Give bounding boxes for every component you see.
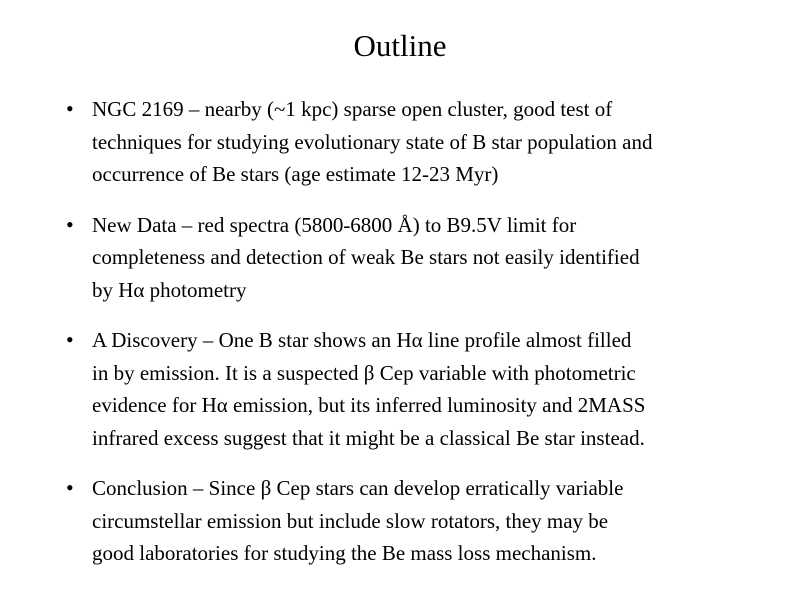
bullet-line: A Discovery – One B star shows an Hα line profile almost filled	[92, 328, 632, 352]
bullet-line: Conclusion – Since β Cep stars can develop erratically variable	[92, 476, 624, 500]
bullet-line: by Hα photometry	[92, 277, 247, 302]
bullet-item-new-data	[0, 209, 800, 307]
bullet-dot-icon: •	[66, 96, 74, 121]
bullet-line: infrared excess suggest that it might be a classical Be star instead.	[92, 425, 645, 450]
bullet-line: techniques for studying evolutionary state of B star population and	[92, 129, 653, 154]
slide-title: Outline	[353, 28, 447, 63]
bullet-dot-icon: •	[66, 211, 74, 237]
bullet-item-ngc2169	[0, 93, 800, 191]
bullet-item-conclusion	[0, 472, 800, 570]
bullet-line: good laboratories for studying the Be mass loss mechanism.	[92, 541, 597, 565]
bullet-list	[0, 93, 800, 588]
bullet-line: completeness and detection of weak Be stars not easily identified	[92, 245, 640, 269]
bullet-line: in by emission. It is a suspected β Cep variable with photometric	[92, 360, 636, 385]
bullet-dot-icon: •	[66, 327, 74, 352]
bullet-item-discovery	[0, 324, 800, 454]
bullet-line: circumstellar emission but include slow rotators, they may be	[92, 508, 609, 533]
bullet-line: evidence for Hα emission, but its inferred luminosity and 2MASS	[92, 393, 646, 417]
bullet-dot-icon: •	[66, 475, 74, 500]
bullet-line: NGC 2169 – nearby (~1 kpc) sparse open cluster, good test of	[92, 97, 613, 121]
bullet-line: New Data – red spectra (5800-6800 Å) to B9.5V limit for	[92, 212, 577, 237]
bullet-line: occurrence of Be stars (age estimate 12-23 Myr)	[92, 162, 499, 186]
